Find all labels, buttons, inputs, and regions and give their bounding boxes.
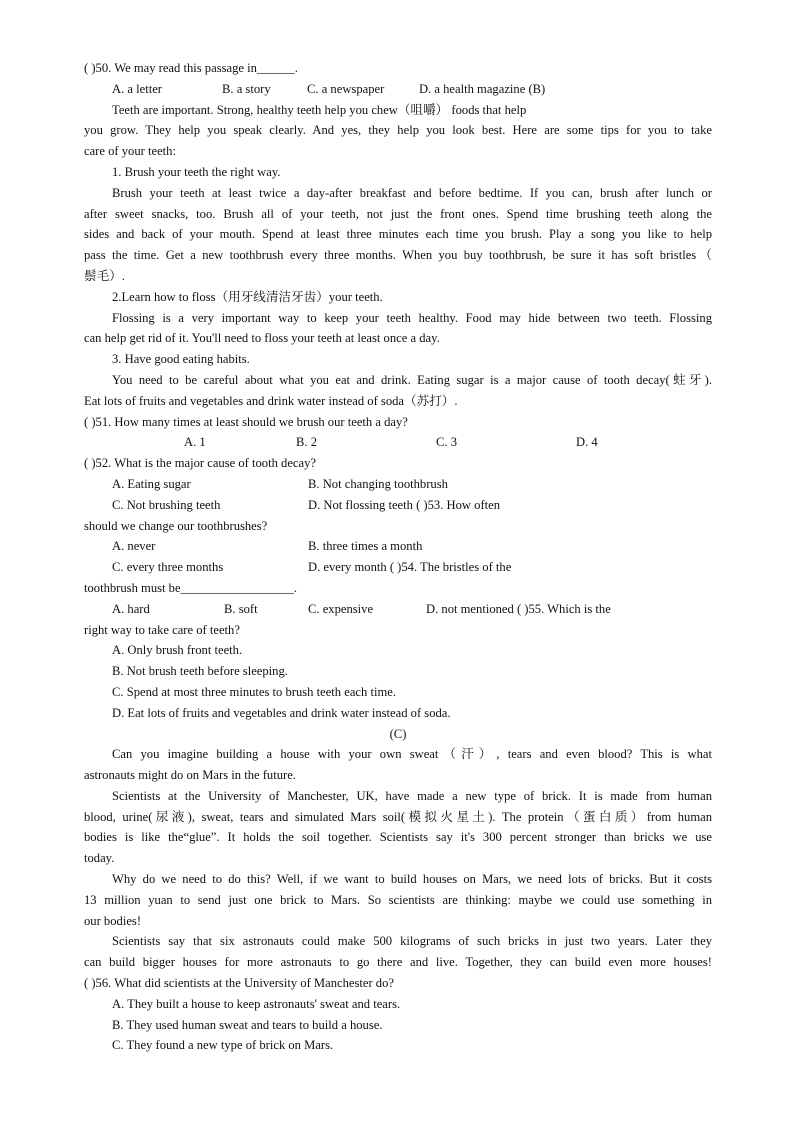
option-a: A. a letter <box>112 81 162 96</box>
passage-line: today. <box>84 851 115 866</box>
tip-heading: 2.Learn how to floss（用牙线清洁牙齿）your teeth. <box>112 289 383 304</box>
question-52-options <box>84 474 712 495</box>
option-d: D. a health magazine (B) <box>419 81 546 96</box>
question-53: should we change our toothbrushes? <box>84 518 268 533</box>
option-c: C. a newspaper <box>307 81 385 96</box>
passage-line: astronauts might do on Mars in the future. <box>84 768 296 783</box>
option-d: D. not mentioned ( )55. Which is the <box>426 601 611 616</box>
question-56: ( )56. What did scientists at the University of Manchester do? <box>84 976 394 991</box>
passage-line: 13 million yuan to send just one brick to Mars. So scientists are thinking: maybe we could use something in <box>84 892 712 907</box>
option-a: A. Only brush front teeth. <box>112 643 243 658</box>
option-c: C. 3 <box>436 435 457 450</box>
option-a: A. never <box>112 539 156 554</box>
passage-line: Why do we need to do this? Well, if we want to build houses on Mars, we need lots of bricks. But it costs <box>112 872 712 887</box>
option-a: A. hard <box>112 601 150 616</box>
tip-heading: 3. Have good eating habits. <box>112 352 250 367</box>
option-b: B. a story <box>222 81 271 96</box>
passage-line: can build bigger houses for more astronauts to go there and live. Together, they can build even more houses! <box>84 955 712 970</box>
option-b: B. soft <box>224 601 258 616</box>
option-c: C. They found a new type of brick on Mars. <box>112 1038 334 1053</box>
option-c: C. Spend at most three minutes to brush teeth each time. <box>112 684 396 699</box>
passage-line: bodies is like the“glue”. It holds the soil together. Scientists say it's 300 percent stronger than bricks we use <box>84 830 712 845</box>
passage-line: Scientists say that six astronauts could make 500 kilograms of such bricks in just two years. Later they <box>112 934 712 949</box>
passage-line: Eat lots of fruits and vegetables and drink water instead of soda（苏打）. <box>84 393 458 408</box>
passage-line: Flossing is a very important way to keep your teeth healthy. Food may hide between two teeth. Flossing <box>112 310 712 325</box>
passage-line: Scientists at the University of Manchester, UK, have made a new type of brick. It is made from human <box>112 788 712 803</box>
option-b: B. Not changing toothbrush <box>308 476 448 491</box>
passage-line: You need to be careful about what you eat and drink. Eating sugar is a major cause of tooth decay(蛀牙). <box>112 372 712 387</box>
option-b: B. They used human sweat and tears to build a house. <box>112 1017 383 1032</box>
tip-heading: 1. Brush your teeth the right way. <box>112 164 281 179</box>
option-a: A. 1 <box>184 435 206 450</box>
option-d: D. Not flossing teeth ( )53. How often <box>308 497 501 512</box>
passage-line: Teeth are important. Strong, healthy teeth help you chew（咀嚼） foods that help <box>112 102 527 117</box>
option-c: C. expensive <box>308 601 374 616</box>
passage-line: after sweet snacks, too. Brush all of your teeth, not just the front ones. Spend time brushing teeth along the <box>84 206 712 221</box>
question-52-options <box>84 495 712 516</box>
option-d: D. Eat lots of fruits and vegetables and drink water instead of soda. <box>112 705 451 720</box>
option-d: D. every month ( )54. The bristles of the <box>308 560 512 575</box>
option-b: B. three times a month <box>308 539 423 554</box>
option-b: B. Not brush teeth before sleeping. <box>112 664 288 679</box>
question-54: toothbrush must be__________________. <box>84 580 298 595</box>
option-b: B. 2 <box>296 435 317 450</box>
passage-line: pass the time. Get a new toothbrush every three months. When you buy toothbrush, be sure it has soft bristles（ <box>84 248 712 263</box>
option-d: D. 4 <box>576 435 598 450</box>
option-a: A. They built a house to keep astronauts' sweat and tears. <box>112 996 401 1011</box>
question-51-options <box>84 432 712 453</box>
exam-page <box>84 58 712 1056</box>
question-51: ( )51. How many times at least should we brush our teeth a day? <box>84 414 408 429</box>
section-label: (C) <box>389 726 407 741</box>
passage-line: can help get rid of it. You'll need to floss your teeth at least once a day. <box>84 331 440 346</box>
passage-line: blood, urine(尿液), sweat, tears and simulated Mars soil(模拟火星土). The protein（蛋白质）from human <box>84 809 712 824</box>
passage-line: Can you imagine building a house with your own sweat（汗）, tears and even blood? This is what <box>112 747 712 762</box>
question-53-options <box>84 536 712 557</box>
option-c: C. Not brushing teeth <box>112 497 221 512</box>
passage-line: Brush your teeth at least twice a day-after breakfast and before bedtime. If you can, brush after lunch or <box>112 185 712 200</box>
passage-line: our bodies! <box>84 913 142 928</box>
question-52: ( )52. What is the major cause of tooth decay? <box>84 456 316 471</box>
passage-line: care of your teeth: <box>84 144 176 159</box>
question-54-options <box>84 599 712 620</box>
passage-line: you grow. They help you speak clearly. And yes, they help you look best. Here are some tips for you to take <box>84 123 712 138</box>
option-c: C. every three months <box>112 560 224 575</box>
question-55: right way to take care of teeth? <box>84 622 240 637</box>
passage-line: 鬃毛）. <box>84 268 125 283</box>
passage-line: sides and back of your mouth. Spend at least three minutes each time you brush. Play a song you like to help <box>84 227 712 242</box>
question-50-options <box>84 79 712 100</box>
question-50: ( )50. We may read this passage in______. <box>84 61 298 75</box>
question-53-options <box>84 557 712 578</box>
option-a: A. Eating sugar <box>112 476 191 491</box>
